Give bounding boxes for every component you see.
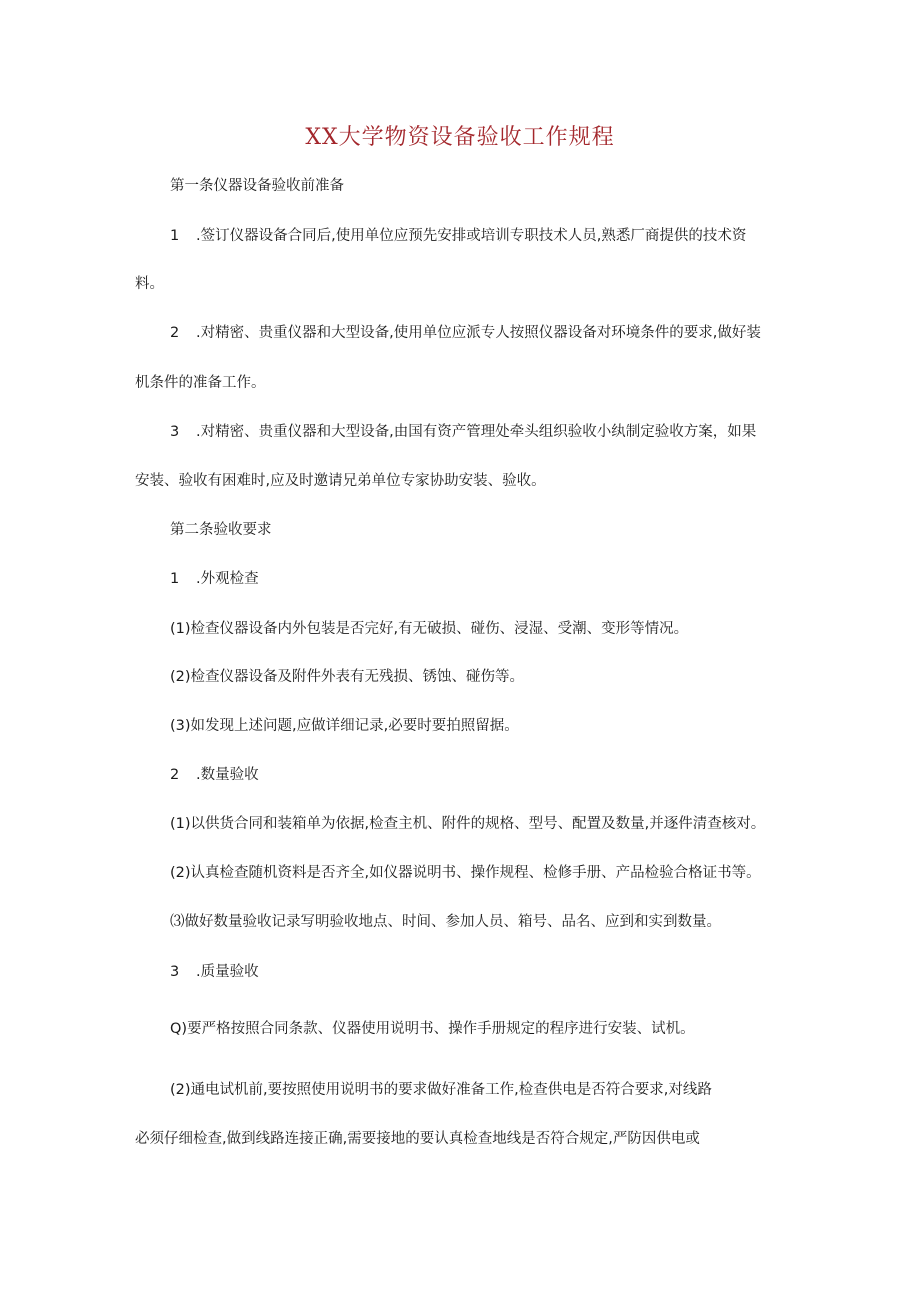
item-text: .签订仪器设备合同后,使用单位应预先安排或培训专职技术人员,熟悉厂商提供的技术资 — [196, 228, 747, 244]
article1-item1-line1 — [170, 226, 746, 246]
article1-heading: 第一条仪器设备验收前准备 — [170, 178, 344, 194]
section1-para3: (3)如发现上述问题,应做详细记录,必要时要拍照留据。 — [170, 718, 519, 734]
article2-heading: 第二条验收要求 — [170, 522, 272, 538]
item-text: .对精密、贵重仪器和大型设备,使用单位应派专人按照仪器设备对环境条件的要求,做好装 — [196, 325, 761, 341]
article1-item3-line2: 安装、验收有困难时,应及时邀请兄弟单位专家协助安装、验收。 — [135, 473, 546, 489]
section-title-text: .外观检查 — [196, 571, 259, 587]
document-title: XX大学物资设备验收工作规程 — [305, 125, 615, 150]
item-number: 3 — [170, 424, 180, 440]
section3-para1: Q)要严格按照合同条款、仪器使用说明书、操作手册规定的程序进行安装、试机。 — [170, 1021, 695, 1037]
section2-para3: ⑶做好数量验收记录写明验收地点、时间、参加人员、箱号、品名、应到和实到数量。 — [170, 914, 721, 930]
article1-item3-line1 — [170, 422, 756, 442]
section-title-text: .数量验收 — [196, 767, 259, 783]
article1-item2-line1 — [170, 323, 761, 343]
item-number: 1 — [170, 228, 180, 244]
item-text: .对精密、贵重仪器和大型设备,由国有资产管理处牵头组织验收小纨制定验收方案，如果 — [196, 424, 757, 440]
item-number: 2 — [170, 325, 180, 341]
section-number: 2 — [170, 767, 180, 783]
section-title-text: .质量验收 — [196, 964, 259, 980]
section1-para1: (1)检查仪器设备内外包装是否完好,有无破损、碰伤、浸湿、受潮、变形等情况。 — [170, 621, 689, 637]
section-number: 1 — [170, 571, 180, 587]
section2-para1: (1)以供货合同和装箱单为依据,检查主机、附件的规格、型号、配置及数量,并逐件清查核对。 — [170, 816, 766, 832]
section2-para2: (2)认真检查随机资料是否齐全,如仪器说明书、操作规程、检修手册、产品检验合格证书等。 — [170, 865, 761, 881]
section3-para2-line2: 必须仔细检查,做到线路连接正确,需要接地的要认真检查地线是否符合规定,严防因供电或 — [135, 1131, 700, 1147]
section3-title — [170, 962, 259, 982]
section1-title — [170, 569, 259, 589]
article1-item2-line2: 机条件的准备工作。 — [135, 375, 266, 391]
section2-title — [170, 765, 259, 785]
section-number: 3 — [170, 964, 180, 980]
article1-item1-line2: 料。 — [135, 276, 164, 292]
section3-para2-line1: (2)通电试机前,要按照使用说明书的要求做好准备工作,检查供电是否符合要求,对线路 — [170, 1082, 712, 1098]
section1-para2: (2)检查仪器设备及附件外表有无残损、锈蚀、碰伤等。 — [170, 669, 525, 685]
